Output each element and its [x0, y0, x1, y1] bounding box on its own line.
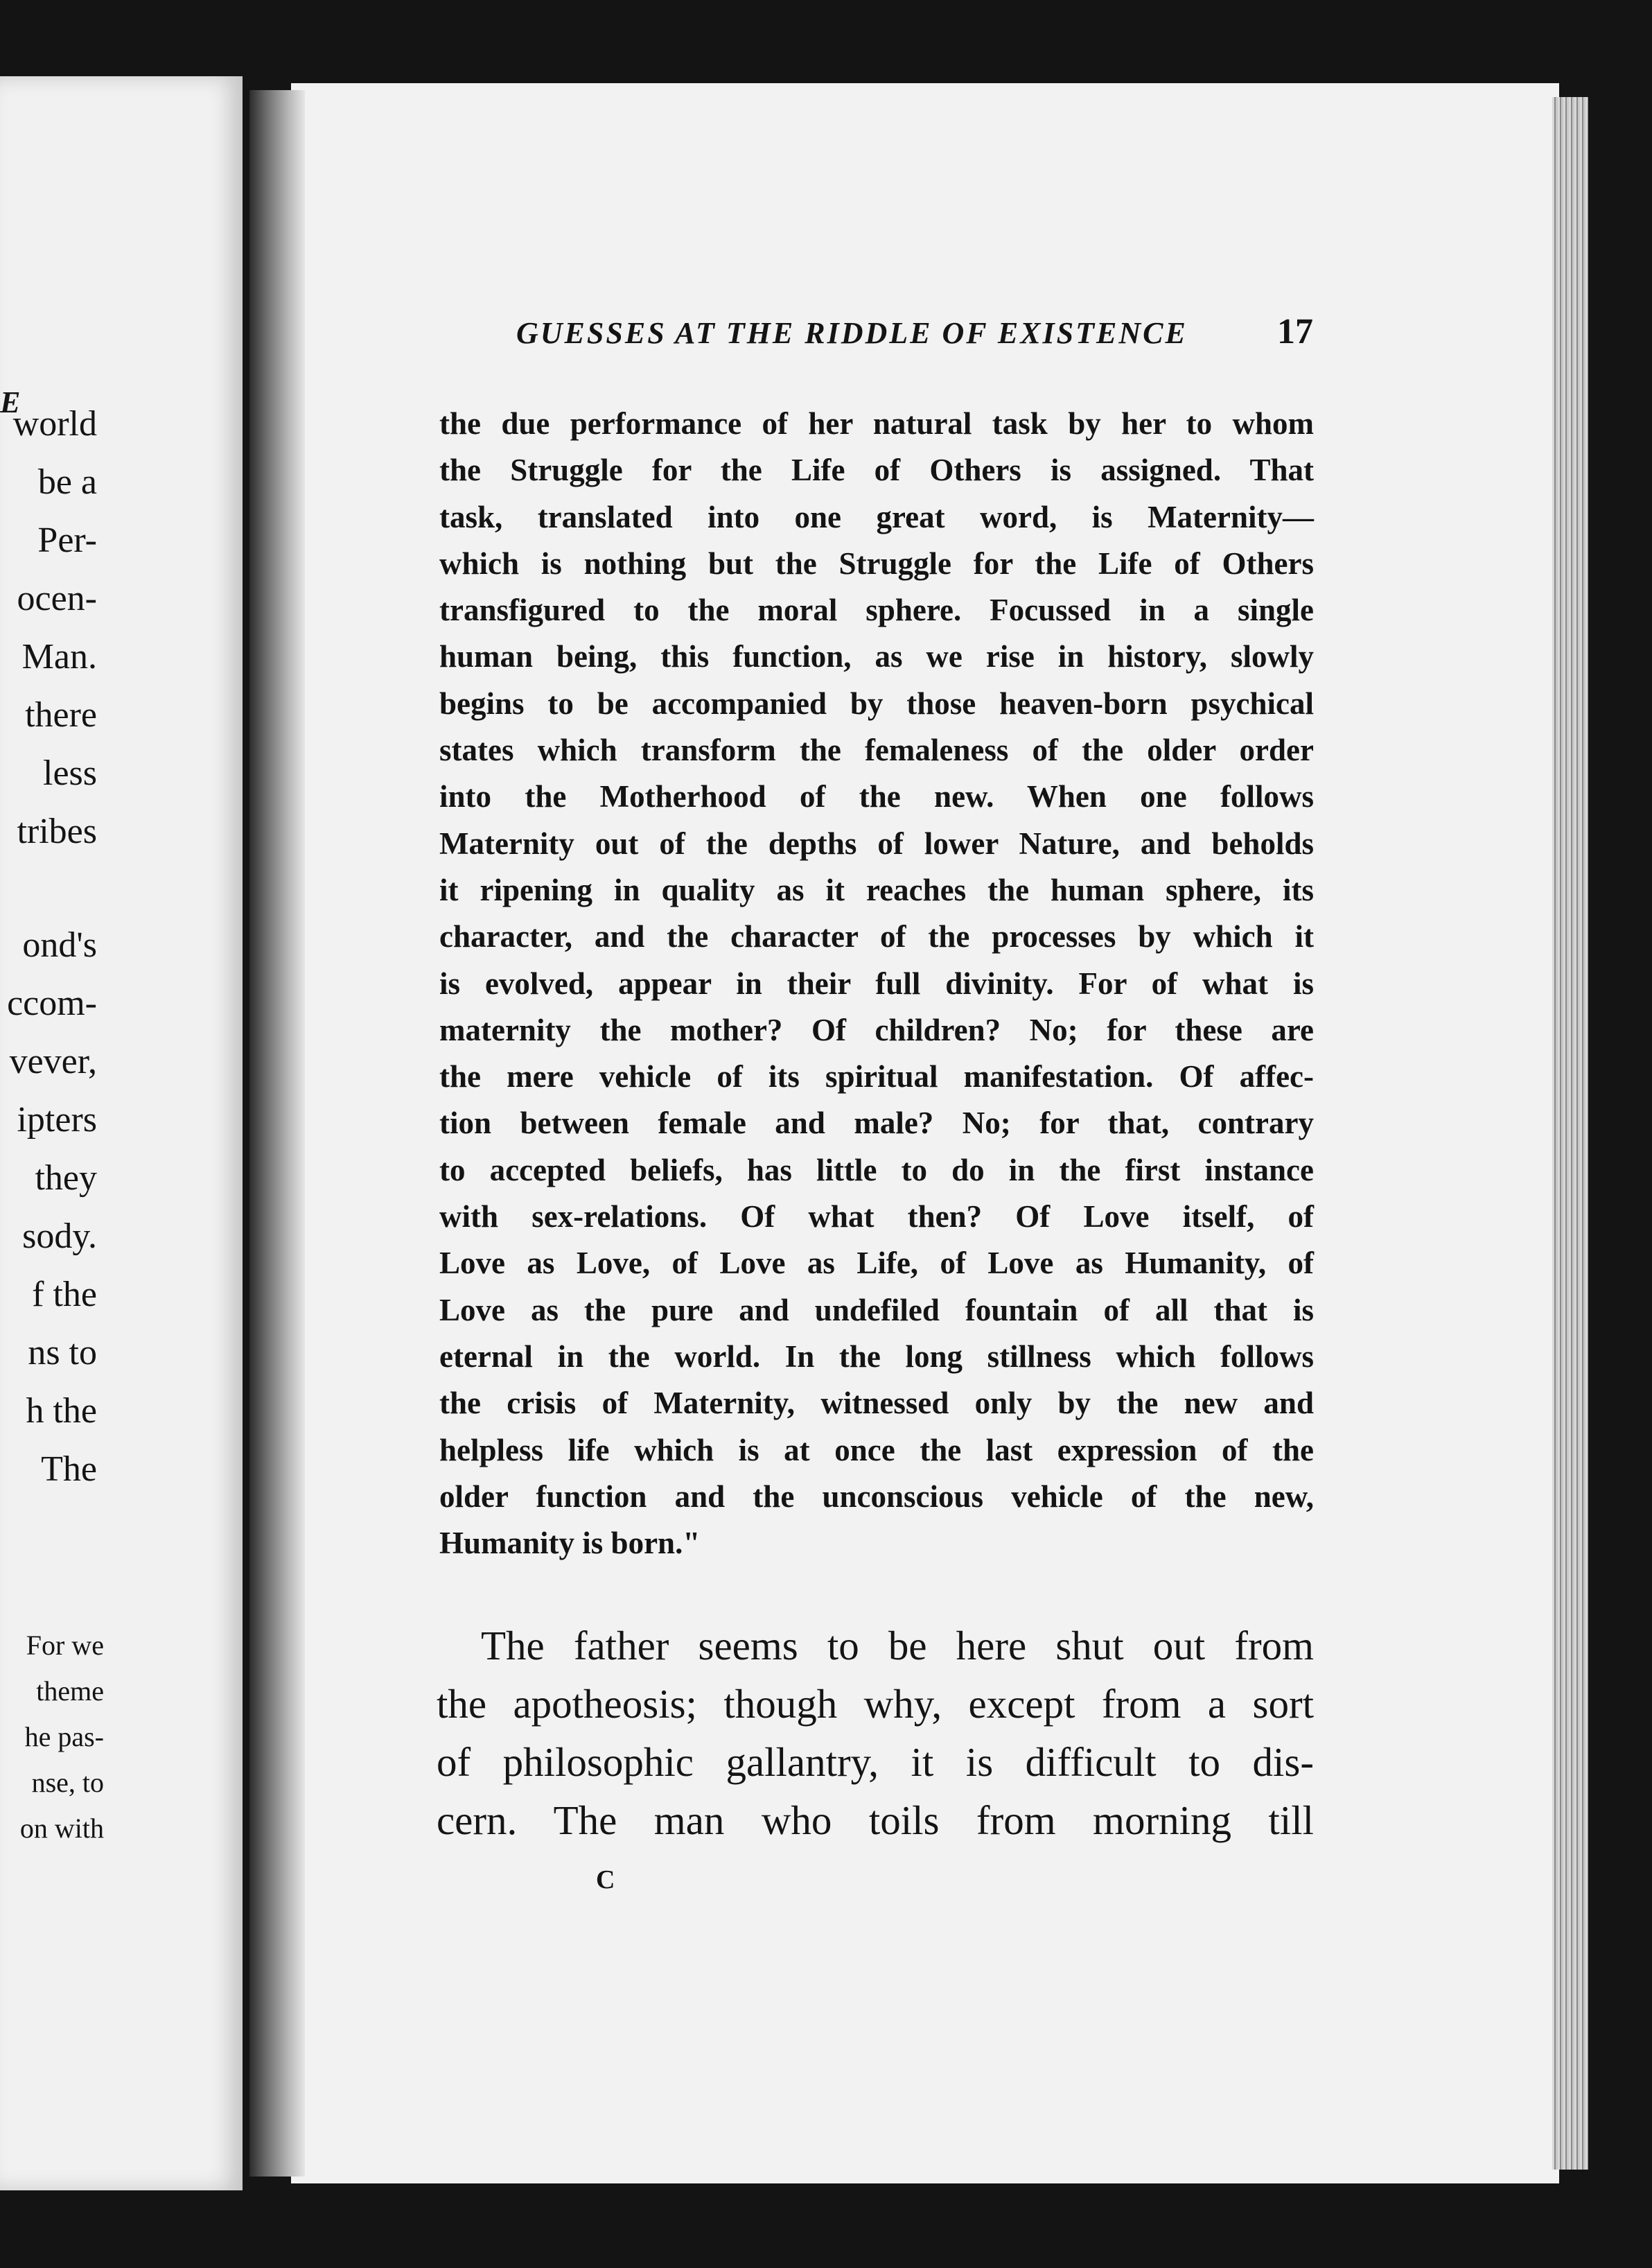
quote-line: older function and the unconscious vehicle of the new,	[439, 1478, 1314, 1514]
left-note-line: he pas-	[24, 1721, 104, 1752]
left-line: tribes	[17, 812, 97, 851]
left-line: ns to	[28, 1333, 97, 1372]
quote-line: the due performance of her natural task by her to whom	[439, 406, 1314, 441]
left-line: Per-	[37, 521, 97, 560]
left-line: ond's	[22, 925, 97, 965]
quote-line: transfigured to the moral sphere. Focussed in a single	[439, 593, 1314, 628]
left-note-line: theme	[36, 1675, 104, 1707]
left-line: be a	[37, 462, 97, 502]
left-line: world	[12, 404, 97, 444]
left-line: The	[41, 1449, 97, 1489]
quoted-passage	[439, 401, 1314, 1567]
left-line: vever,	[9, 1042, 97, 1081]
quote-line: it ripening in quality as it reaches the human sphere, its	[439, 872, 1314, 907]
quote-line: maternity the mother? Of children? No; for these are	[439, 1012, 1314, 1047]
left-line: less	[43, 753, 97, 793]
left-running-head-fragment: E	[0, 385, 21, 419]
quote-line: begins to be accompanied by those heaven-born psychical	[439, 686, 1314, 721]
left-line: h the	[26, 1391, 97, 1431]
left-note-line: For we	[26, 1630, 104, 1661]
left-line: they	[35, 1158, 97, 1198]
quote-line: Humanity is born."	[439, 1526, 701, 1561]
quote-line: Maternity out of the depths of lower Nature, and beholds	[439, 826, 1314, 861]
quote-line: with sex-relations. Of what then? Of Love itself, of	[439, 1199, 1314, 1235]
quote-line: character, and the character of the processes by which it	[439, 919, 1314, 954]
page-edges	[1552, 97, 1588, 2170]
body-line: of philosophic gallantry, it is difficult to dis-	[437, 1739, 1314, 1785]
quote-line: Love as Love, of Love as Life, of Love as Humanity, of	[439, 1246, 1314, 1281]
quote-line: tion between female and male? No; for that, contrary	[439, 1106, 1314, 1141]
body-line: The father seems to be here shut out from	[481, 1623, 1314, 1668]
body-line: cern. The man who toils from morning till	[437, 1797, 1314, 1843]
body-line: the apotheosis; though why, except from a sort	[437, 1681, 1314, 1727]
left-line: ccom-	[7, 984, 97, 1023]
quote-line: human being, this function, as we rise in history, slowly	[439, 639, 1314, 674]
quote-line: into the Motherhood of the new. When one follows	[439, 779, 1314, 814]
left-line: ipters	[17, 1100, 97, 1140]
left-note-line: nse, to	[31, 1767, 104, 1798]
left-line: ocen-	[17, 579, 97, 618]
running-head-title: GUESSES AT THE RIDDLE OF EXISTENCE	[516, 316, 1188, 350]
quote-line: eternal in the world. In the long stillness which follows	[439, 1338, 1314, 1374]
quote-line: helpless life which is at once the last expression of the	[439, 1432, 1314, 1467]
signature-mark: C	[596, 1865, 615, 1894]
quote-line: states which transform the femaleness of the older order	[439, 733, 1314, 768]
quote-line: task, translated into one great word, is Maternity—	[439, 499, 1314, 534]
quote-line: is evolved, appear in their full divinity. For of what is	[439, 966, 1314, 1001]
left-line: there	[25, 695, 97, 735]
left-page	[0, 76, 243, 2190]
quote-line: the mere vehicle of its spiritual manifestation. Of affec-	[439, 1059, 1314, 1094]
quote-line: to accepted beliefs, has little to do in the first instance	[439, 1152, 1314, 1187]
quote-line: Love as the pure and undefiled fountain of all that is	[439, 1292, 1314, 1327]
running-head	[516, 312, 1313, 364]
quote-line: the crisis of Maternity, witnessed only by the new and	[439, 1386, 1314, 1421]
left-line: sody.	[22, 1216, 97, 1256]
left-line: f the	[32, 1275, 97, 1314]
page-number: 17	[1277, 312, 1313, 351]
quote-line: the Struggle for the Life of Others is assigned. That	[439, 453, 1314, 488]
book-gutter-shadow	[249, 90, 305, 2177]
left-note-line: on with	[19, 1813, 104, 1844]
body-paragraph	[437, 1616, 1314, 1849]
quote-line: which is nothing but the Struggle for the Life of Others	[439, 546, 1314, 581]
left-line: Man.	[21, 637, 97, 677]
